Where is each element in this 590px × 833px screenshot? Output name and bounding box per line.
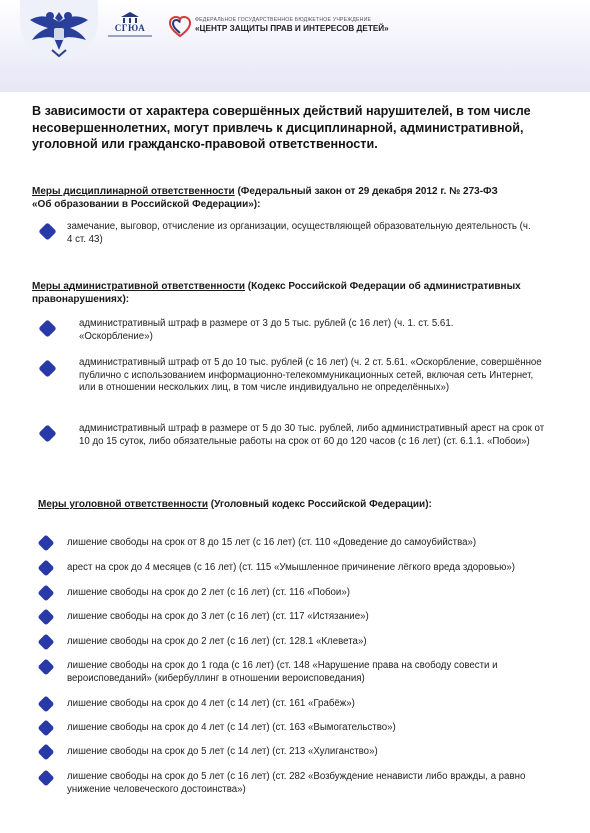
list-item: административный штраф в размере от 5 до 30 тыс. рублей, либо административный арест на срок от 10 до 15 суток, либо обязательные работы на срок от 60 до 120 часов (с 16 лет) (ст. 6.1.1. «Побои») — [79, 423, 545, 447]
list-item: арест на срок до 4 месяцев (с 16 лет) (ст. 115 «Умышленное причинение лёгкого вреда здоровью») — [67, 562, 516, 573]
list-item: административный штраф в размере от 3 до 5 тыс. рублей (с 16 лет) (ч. 1. ст. 5.61. «Оскорбление») — [79, 318, 454, 342]
bullet-diamond-icon — [38, 659, 55, 676]
bullet-diamond-icon — [38, 770, 55, 787]
bullet-diamond-icon — [38, 222, 56, 240]
coat-of-arms-logo — [20, 0, 98, 60]
center-org-subtitle: ФЕДЕРАЛЬНОЕ ГОСУДАРСТВЕННОЕ БЮДЖЕТНОЕ УЧРЕЖДЕНИЕ — [195, 17, 372, 23]
section-title-disciplinary — [32, 185, 512, 211]
bullet-diamond-icon — [38, 720, 55, 737]
list-item: лишение свободы на срок до 1 года (с 16 лет) (ст. 148 «Нарушение права на свободу совести и вероисповеданий» (кибербуллинг в отношении вероисповедания) — [67, 660, 498, 684]
section-title-disciplinary-rest: (Федеральный закон от 29 декабря 2012 г. № 273-ФЗ «Об образовании в Российской Федерации»): — [32, 186, 498, 210]
list-item: лишение свободы на срок до 4 лет (с 14 лет) (ст. 161 «Грабёж») — [67, 698, 355, 709]
list-item: административный штраф от 5 до 10 тыс. рублей (с 16 лет) (ч. 2 ст. 5.61. «Оскорбление, совершённое публично с использованием информационно-телекоммуникационных сетей, включая сеть Интернет, или в отношении нескольких лиц, в том числе индивидуально не определённых») — [79, 357, 542, 393]
child-rights-center-logo-icon — [169, 16, 191, 38]
list-item: лишение свободы на срок до 2 лет (с 16 лет) (ст. 116 «Побои») — [67, 587, 350, 598]
list-item: замечание, выговор, отчисление из организации, осуществляющей образовательную деятельность (ч. 4 ст. 43) — [67, 221, 531, 245]
bullet-diamond-icon — [38, 634, 55, 651]
bullet-diamond-icon — [38, 424, 56, 442]
bullet-diamond-icon — [38, 560, 55, 577]
list-item: лишение свободы на срок до 5 лет (с 14 лет) (ст. 213 «Хулиганство») — [67, 746, 378, 757]
section-title-administrative-underlined: Меры административной ответственности — [32, 281, 246, 292]
list-item: лишение свободы на срок до 5 лет (с 16 лет) (ст. 282 «Возбуждение ненависти либо вражды, а равно унижение человеческого достоинства») — [67, 771, 526, 795]
center-org-text — [195, 17, 389, 33]
sgua-logo-text: СГЮА — [114, 23, 146, 33]
bullet-diamond-icon — [38, 359, 56, 377]
list-item: лишение свободы на срок до 3 лет (с 16 лет) (ст. 117 «Истязание») — [67, 611, 369, 622]
sgua-logo — [108, 12, 152, 40]
bullet-diamond-icon — [38, 535, 55, 552]
bullet-diamond-icon — [38, 585, 55, 602]
section-title-administrative-rest: (Кодекс Российской Федерации об административных правонарушениях): — [32, 281, 521, 305]
section-title-criminal-rest: (Уголовный кодекс Российской Федерации): — [208, 499, 432, 510]
list-item: лишение свободы на срок до 4 лет (с 14 лет) (ст. 163 «Вымогательство») — [67, 722, 396, 733]
center-org-name: «ЦЕНТР ЗАЩИТЫ ПРАВ И ИНТЕРЕСОВ ДЕТЕЙ» — [195, 24, 389, 33]
bullet-diamond-icon — [38, 609, 55, 626]
sgua-logo-underline — [108, 35, 152, 37]
section-title-criminal-underlined: Меры уголовной ответственности — [38, 499, 208, 510]
bullet-diamond-icon — [38, 744, 55, 761]
section-title-disciplinary-underlined: Меры дисциплинарной ответственности — [32, 186, 235, 197]
section-title-criminal — [38, 498, 538, 511]
bullet-diamond-icon — [38, 696, 55, 713]
bullet-diamond-icon — [38, 319, 56, 337]
intro-paragraph: В зависимости от характера совершённых действий нарушителей, в том числе несовершеннолетних, могут привлечь к дисциплинарной, административной, уголовной или гражданско-правовой ответственности. — [32, 104, 531, 151]
section-title-administrative — [32, 280, 562, 306]
double-headed-eagle-icon — [26, 6, 92, 58]
header-band — [0, 0, 590, 92]
list-item: лишение свободы на срок от 8 до 15 лет (с 16 лет) (ст. 110 «Доведение до самоубийства») — [67, 537, 477, 548]
list-item: лишение свободы на срок до 2 лет (с 16 лет) (ст. 128.1 «Клевета») — [67, 636, 367, 647]
